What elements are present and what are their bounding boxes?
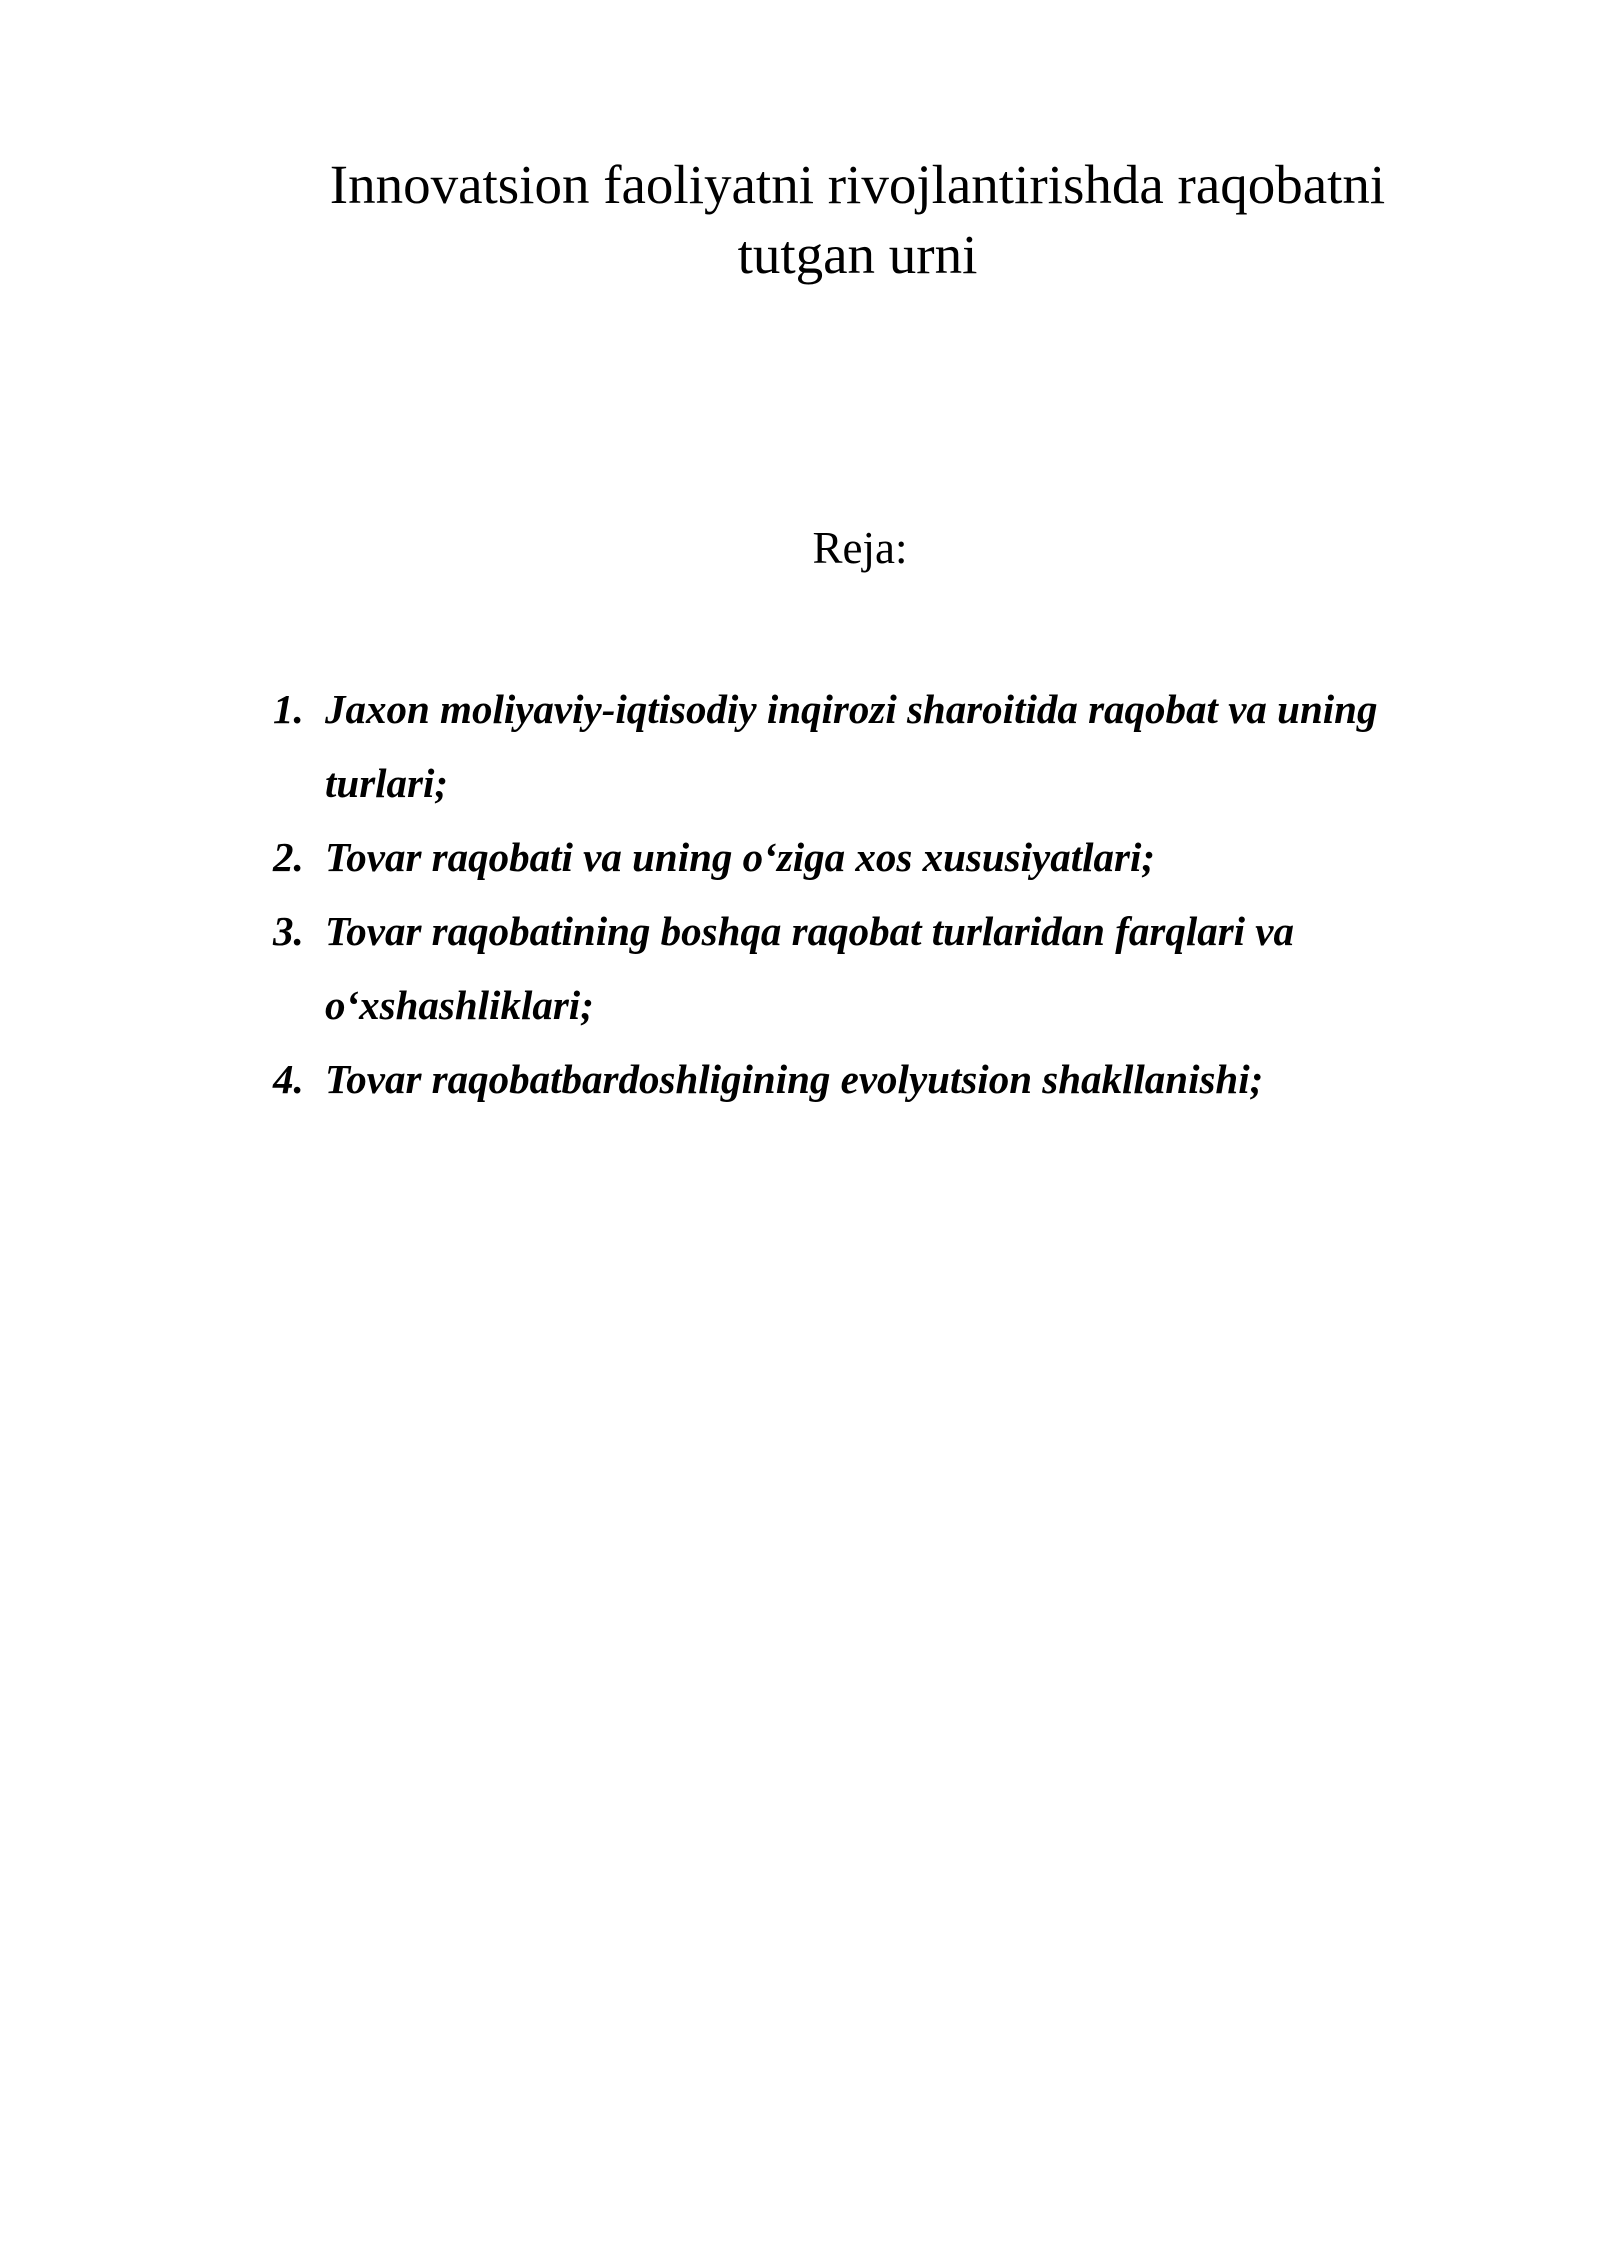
document-title: Innovatsion faoliyatni rivojlantirishda raqobatni tutgan urni [329, 154, 1386, 285]
plan-heading: Reja: [812, 523, 908, 573]
plan-item-number: 4. [273, 1056, 304, 1102]
plan-list [273, 672, 1453, 1116]
plan-item-text: Tovar raqobatining boshqa raqobat turlaridan farqlari va o‘xshashliklari; [325, 908, 1295, 1028]
plan-item [273, 1042, 1453, 1116]
plan-item-text: Tovar raqobatbardoshligining evolyutsion shakllanishi; [325, 1056, 1264, 1102]
plan-item-number: 1. [273, 686, 304, 732]
plan-item [273, 820, 1453, 894]
plan-item-number: 2. [273, 834, 304, 880]
plan-item [273, 894, 1453, 1042]
plan-item-text: Jaxon moliyaviy-iqtisodiy inqirozi sharoitida raqobat va uning turlari; [325, 686, 1378, 806]
plan-item [273, 672, 1453, 820]
plan-item-text: Tovar raqobati va uning o‘ziga xos xususiyatlari; [325, 834, 1156, 880]
plan-item-number: 3. [273, 908, 304, 954]
